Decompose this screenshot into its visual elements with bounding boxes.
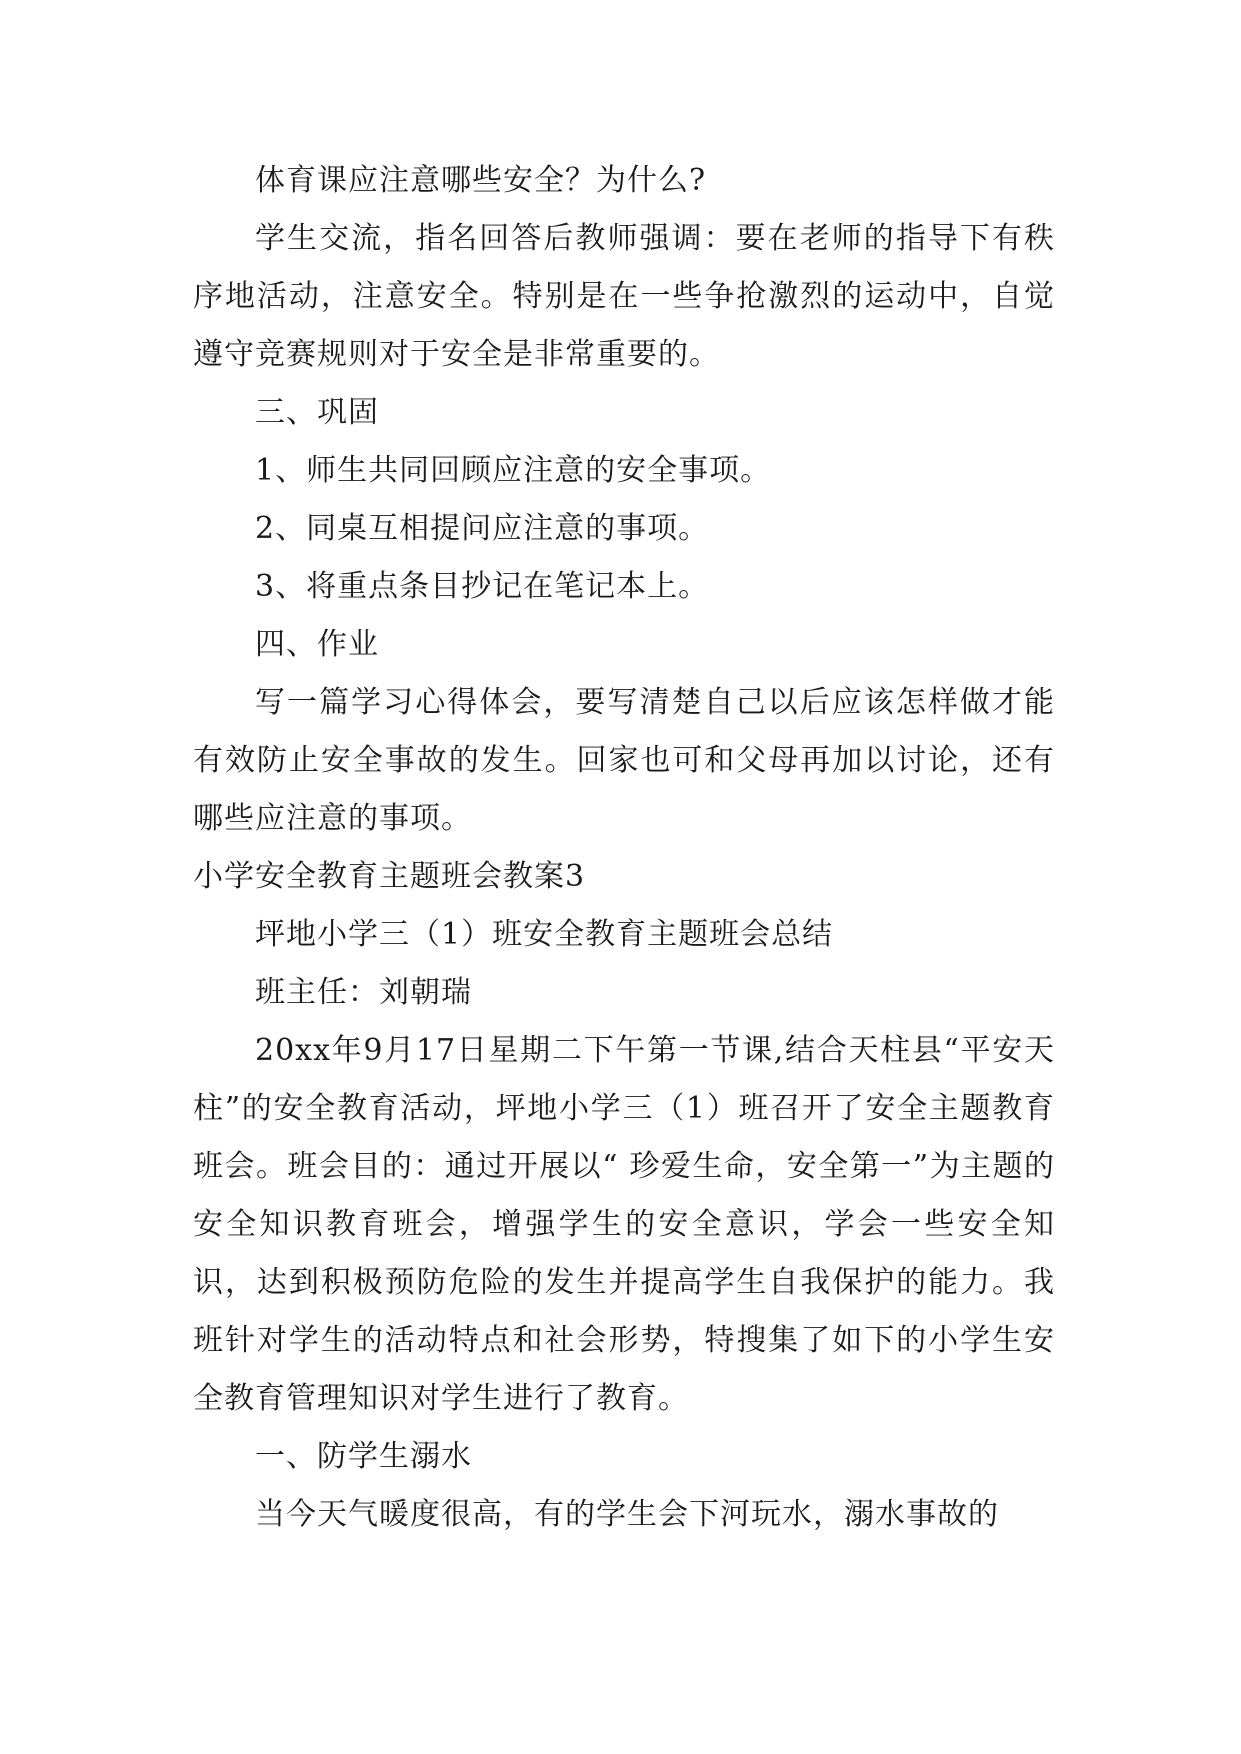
document-page [193, 152, 1055, 1544]
subtitle: 坪地小学三（1）班安全教育主题班会总结 [255, 917, 834, 952]
list-item: 3、将重点条目抄记在笔记本上。 [255, 569, 710, 604]
paragraph: 20xx年9月17日星期二下午第一节课,结合天柱县“平安天柱”的安全教育活动，坪地小学三（1）班召开了安全主题教育班会。班会目的：通过开展以“ 珍爱生命，安全第一”为主题的安全知识教育班会，增强学生的安全意识，学会一些安全知识，达到积极预防危险的发生并提高学生自我保护的能力。我班针对学生的活动特点和社会形势，特搜集了如下的小学生安全教育管理知识对学生进行了教育。 [193, 1033, 1055, 1416]
list-item: 1、师生共同回顾应注意的安全事项。 [255, 453, 772, 488]
list-item: 2、同桌互相提问应注意的事项。 [255, 511, 710, 546]
document-title: 小学安全教育主题班会教案3 [193, 859, 586, 894]
section-heading: 四、作业 [255, 627, 379, 662]
section-heading: 一、防学生溺水 [255, 1439, 472, 1474]
paragraph: 体育课应注意哪些安全？为什么? [255, 163, 707, 198]
author-line: 班主任：刘朝瑞 [255, 975, 472, 1010]
paragraph: 写一篇学习心得体会，要写清楚自己以后应该怎样做才能有效防止安全事故的发生。回家也可和父母再加以讨论，还有哪些应注意的事项。 [193, 685, 1055, 836]
section-heading: 三、巩固 [255, 395, 379, 430]
paragraph: 当今天气暖度很高，有的学生会下河玩水，溺水事故的 [255, 1497, 999, 1532]
paragraph: 学生交流，指名回答后教师强调：要在老师的指导下有秩序地活动，注意安全。特别是在一些争抢激烈的运动中，自觉遵守竞赛规则对于安全是非常重要的。 [193, 221, 1055, 372]
